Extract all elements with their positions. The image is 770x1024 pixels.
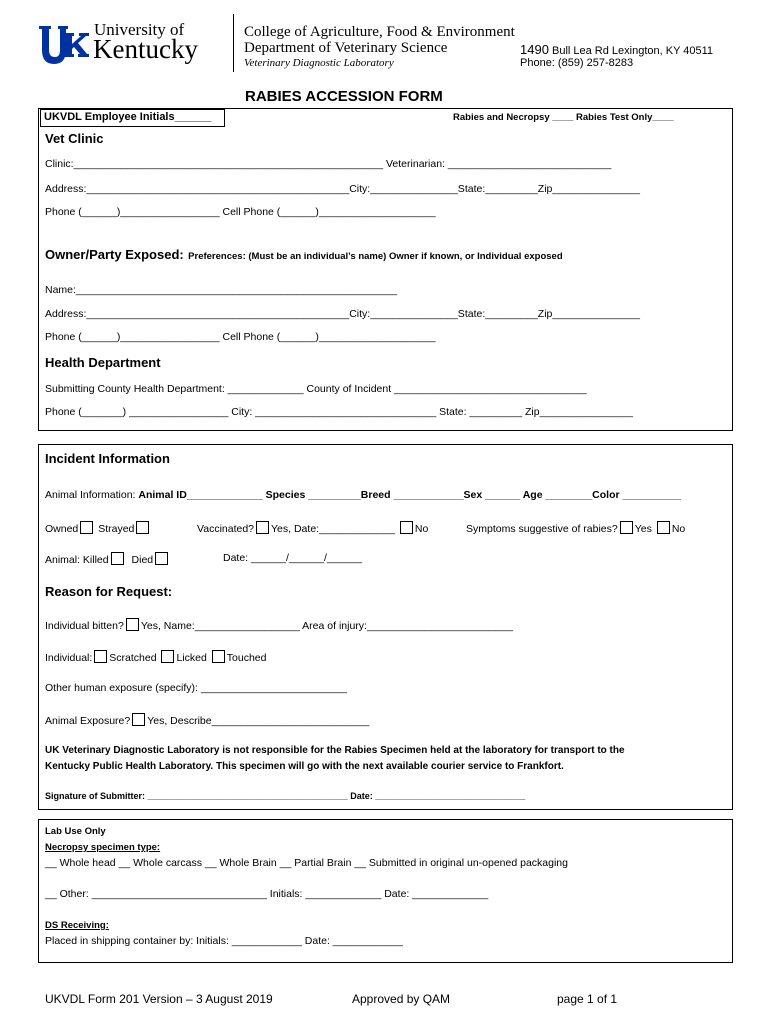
health-dept-phone-field[interactable]: Phone (_______) _________________ City: _______________________________ State: _________ Zip________________ bbox=[45, 406, 633, 418]
kentucky-wordmark: Kentucky bbox=[93, 34, 198, 64]
uk-logo bbox=[38, 14, 223, 64]
animal-info-label: Animal Information: bbox=[45, 489, 139, 501]
died-label: Died bbox=[131, 554, 154, 566]
symptoms-yes-label: Yes bbox=[634, 523, 652, 535]
vaccinated-no-checkbox[interactable] bbox=[400, 521, 413, 534]
ds-receiving-label: DS Receiving: bbox=[45, 920, 109, 931]
vaccinated-yes-checkbox[interactable] bbox=[256, 521, 269, 534]
health-dept-heading: Health Department bbox=[45, 355, 161, 370]
animal-info-fields[interactable]: Animal ID_____________ Species _________Breed ____________Sex ______ Age ________Color __________ bbox=[138, 489, 681, 501]
killed-died-row bbox=[45, 552, 170, 566]
lab-phone: Phone: (859) 257-8283 bbox=[520, 57, 634, 69]
other-human-exposure-field[interactable]: Other human exposure (specify): _________________________ bbox=[45, 682, 347, 694]
address-number: 1490 bbox=[520, 42, 549, 57]
clinic-address-field[interactable]: Address:_____________________________________________City:_______________State:_________Zip_______________ bbox=[45, 183, 640, 195]
shipping-container-field[interactable]: Placed in shipping container by: Initials: ____________ Date: ____________ bbox=[45, 935, 403, 947]
incident-heading: Incident Information bbox=[45, 451, 170, 466]
university-of-label: University of bbox=[94, 20, 185, 39]
killed-label: Animal: Killed bbox=[45, 554, 109, 566]
specimen-type-options[interactable]: __ Whole head __ Whole carcass __ Whole Brain __ Partial Brain __ Submitted in original un-opened packaging bbox=[45, 857, 568, 869]
bitten-label: Individual bitten? bbox=[45, 620, 124, 632]
strayed-label: Strayed bbox=[98, 523, 135, 535]
bitten-yes-checkbox[interactable] bbox=[126, 618, 139, 631]
individual-row bbox=[45, 650, 266, 664]
approved-by: Approved by QAM bbox=[352, 992, 451, 1006]
scratched-checkbox[interactable] bbox=[94, 650, 107, 663]
vaccinated-row bbox=[197, 521, 428, 535]
address-street: Bull Lea Rd Lexington, KY 40511 bbox=[551, 45, 714, 57]
owner-heading-row bbox=[45, 246, 563, 264]
symptoms-row bbox=[466, 521, 685, 535]
vet-clinic-heading: Vet Clinic bbox=[45, 131, 104, 146]
individual-label: Individual: bbox=[45, 652, 93, 664]
department-name: Department of Veterinary Science bbox=[244, 40, 448, 56]
owned-strayed-row bbox=[45, 521, 151, 535]
scratched-label: Scratched bbox=[109, 652, 157, 664]
touched-checkbox[interactable] bbox=[212, 650, 225, 663]
bitten-row bbox=[45, 618, 513, 632]
died-checkbox[interactable] bbox=[155, 552, 168, 565]
owned-label: Owned bbox=[45, 523, 79, 535]
vaccinated-no-label: No bbox=[414, 523, 429, 535]
owner-name-field[interactable]: Name:_______________________________________________________ bbox=[45, 284, 398, 296]
owner-preferences: Preferences: (Must be an individual’s name) Owner if known, or Individual exposed bbox=[188, 251, 563, 262]
licked-checkbox[interactable] bbox=[161, 650, 174, 663]
animal-exposure-row bbox=[45, 713, 369, 727]
licked-label: Licked bbox=[176, 652, 207, 664]
animal-exposure-label: Animal Exposure? bbox=[45, 715, 131, 727]
transport-notice-line2: Kentucky Public Health Laboratory. This specimen will go with the next available courier service to Frankfort. bbox=[45, 761, 564, 772]
employee-initials-field[interactable]: UKVDL Employee Initials______ bbox=[44, 111, 212, 123]
page-number: page 1 of 1 bbox=[557, 992, 618, 1006]
symptoms-label: Symptoms suggestive of rabies? bbox=[466, 523, 618, 535]
strayed-checkbox[interactable] bbox=[136, 521, 149, 534]
owner-address-field[interactable]: Address:_____________________________________________City:_______________State:_________Zip_______________ bbox=[45, 308, 640, 320]
vaccinated-yes-date[interactable]: Yes, Date:_____________ bbox=[271, 523, 395, 535]
necropsy-type-label: Necropsy specimen type: bbox=[45, 842, 161, 853]
animal-exposure-yes-checkbox[interactable] bbox=[132, 713, 145, 726]
clinic-phone-field[interactable]: Phone (______)_________________ Cell Phone (______)____________________ bbox=[45, 206, 436, 218]
animal-exposure-describe-field[interactable]: Yes, Describe___________________________ bbox=[147, 715, 370, 727]
reason-heading: Reason for Request: bbox=[45, 584, 173, 599]
owner-phone-field[interactable]: Phone (______)_________________ Cell Phone (______)____________________ bbox=[45, 331, 436, 343]
submitter-signature-field[interactable]: Signature of Submitter: ________________________________________ Date: ______________________________ bbox=[45, 791, 526, 801]
symptoms-no-label: No bbox=[671, 523, 686, 535]
vaccinated-label: Vaccinated? bbox=[197, 523, 255, 535]
form-title: RABIES ACCESSION FORM bbox=[245, 88, 443, 105]
transport-notice-line1: UK Veterinary Diagnostic Laboratory is not responsible for the Rabies Specimen held at the laboratory for transport to the bbox=[45, 745, 625, 756]
lab-use-heading: Lab Use Only bbox=[45, 826, 106, 837]
bitten-name-field[interactable]: Yes, Name:__________________ bbox=[140, 620, 300, 632]
health-dept-county-field[interactable]: Submitting County Health Department: _____________ County of Incident _________________________________ bbox=[45, 383, 587, 395]
owned-checkbox[interactable] bbox=[80, 521, 93, 534]
symptoms-no-checkbox[interactable] bbox=[657, 521, 670, 534]
incident-date-field[interactable]: Date: ______/______/______ bbox=[223, 552, 362, 564]
clinic-field[interactable]: Clinic:_____________________________________________________ Veterinarian: ____________________________ bbox=[45, 158, 612, 170]
test-type-field[interactable]: Rabies and Necropsy ____ Rabies Test Only____ bbox=[453, 112, 674, 123]
injury-area-field[interactable]: Area of injury:_________________________ bbox=[302, 620, 513, 632]
lab-address bbox=[520, 42, 713, 57]
header-divider bbox=[233, 14, 234, 72]
animal-info-row[interactable] bbox=[45, 489, 681, 501]
uk-logo-mark bbox=[38, 24, 90, 68]
owner-heading: Owner/Party Exposed: bbox=[45, 247, 184, 262]
lab-name: Veterinary Diagnostic Laboratory bbox=[244, 57, 394, 69]
symptoms-yes-checkbox[interactable] bbox=[620, 521, 633, 534]
specimen-other-field[interactable]: __ Other: ______________________________ Initials: _____________ Date: _____________ bbox=[45, 888, 489, 900]
touched-label: Touched bbox=[226, 652, 267, 664]
college-name: College of Agriculture, Food & Environment bbox=[244, 24, 515, 40]
killed-checkbox[interactable] bbox=[111, 552, 124, 565]
form-version: UKVDL Form 201 Version – 3 August 2019 bbox=[45, 992, 273, 1006]
